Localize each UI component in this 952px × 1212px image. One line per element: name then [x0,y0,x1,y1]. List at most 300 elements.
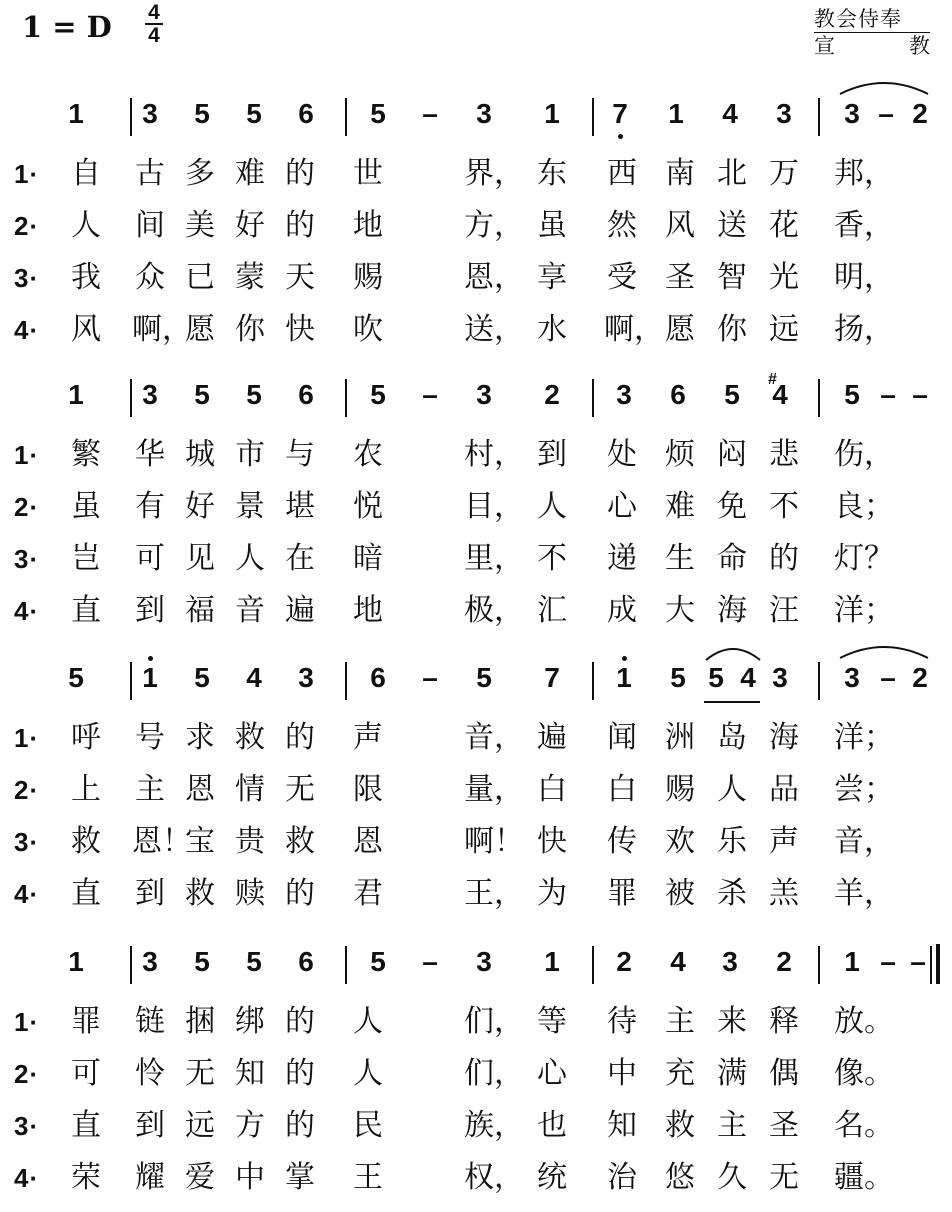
lyric-syllable: 村， [464,437,524,472]
lyric-syllable: 杀 [717,876,747,911]
key-signature: 1 = D [22,10,112,44]
note: 2 [616,946,632,977]
lyric-syllable: 号 [135,720,165,755]
lyric-syllable: 啊！ [464,824,524,859]
sharp-sign: # [768,371,777,388]
lyric-syllable: 洋； [834,720,894,755]
tie-arc [706,646,760,662]
lyric-syllable: 好 [235,208,265,243]
notation-line [0,942,952,994]
lyric-syllable: 传 [607,824,637,859]
lyric-syllable: 们， [464,1056,524,1091]
note: 3 [476,98,492,129]
note: 3 [722,946,738,977]
lyric-syllable: 欢 [665,824,695,859]
lyric-syllable: 的 [285,1004,315,1039]
score-system [0,371,952,645]
octave-dot-below [618,134,623,139]
lyric-syllable: 乐 [717,824,747,859]
lyric-syllable: 尝； [834,772,894,807]
note: 5 [194,946,210,977]
note: 5 [246,98,262,129]
lyric-syllable: 免 [717,489,747,524]
note: 3 [142,379,158,410]
lyric-syllable: 音 [235,593,265,628]
lyric-syllable: 万 [769,156,799,191]
lyric-syllable: 权， [464,1160,524,1195]
final-bar-thin [930,946,932,984]
lyric-syllable: 远 [769,312,799,347]
sustain-dash: – [422,98,438,129]
lyric-syllable: 众 [135,260,165,295]
bar-line [345,662,347,700]
lyric-syllable: 人 [717,772,747,807]
lyric-syllable: 送， [464,312,524,347]
lyric-syllable: 堪 [285,489,315,524]
lyric-syllable: 音， [464,720,524,755]
lyric-syllable: 量， [464,772,524,807]
lyric-syllable: 限 [353,772,383,807]
score-system [0,94,952,364]
verse-number: 3 · [14,260,38,296]
lyric-syllable: 良； [834,489,894,524]
note: 4 [740,662,756,693]
lyric-syllable: 像。 [834,1056,894,1091]
lyric-line [0,152,952,202]
lyric-line [0,308,952,358]
lyric-syllable: 界， [464,156,524,191]
lyric-syllable: 直 [71,593,101,628]
note: 3 [772,662,788,693]
lyric-syllable: 快 [537,824,567,859]
lyric-syllable: 的 [285,208,315,243]
lyric-syllable: 到 [135,593,165,628]
bar-line [592,662,594,700]
lyric-syllable: 待 [607,1004,637,1039]
lyric-syllable: 圣 [769,1108,799,1143]
note: 4 [722,98,738,129]
note: 5 [246,379,262,410]
credit-line-1: 教会侍奉 [814,6,930,33]
sustain-dash: – [912,379,928,410]
lyric-syllable: 风 [665,208,695,243]
lyric-syllable: 疆。 [834,1160,894,1195]
note: 3 [844,98,860,129]
lyric-syllable: 为 [537,876,567,911]
tie-arc [840,80,928,96]
lyric-syllable: 人 [71,208,101,243]
lyric-syllable: 人 [537,489,567,524]
time-signature [143,2,165,46]
note: 5 [68,662,84,693]
verse-number: 1 · [14,1004,38,1040]
octave-dot-above [148,656,153,661]
sustain-dash: – [880,946,896,977]
lyric-syllable: 恩 [353,824,383,859]
lyric-syllable: 恩， [464,260,524,295]
note: 3 [476,379,492,410]
bar-line [592,98,594,136]
lyric-syllable: 的 [285,1056,315,1091]
lyric-syllable: 怜 [135,1056,165,1091]
bar-line [345,946,347,984]
lyric-syllable: 伤， [834,437,894,472]
lyric-syllable: 我 [71,260,101,295]
lyric-syllable: 放。 [834,1004,894,1039]
bar-line [818,379,820,417]
lyric-syllable: 生 [665,541,695,576]
lyric-syllable: 灯？ [834,541,894,576]
lyric-syllable: 宝 [185,824,215,859]
note: 4 [246,662,262,693]
note: 3 [616,379,632,410]
lyric-syllable: 光 [769,260,799,295]
note: 1 [68,98,84,129]
lyric-syllable: 方， [464,208,524,243]
note: 1 [68,946,84,977]
lyric-syllable: 赎 [235,876,265,911]
lyric-syllable: 的 [285,1108,315,1143]
note: 3 [776,98,792,129]
lyric-syllable: 繁 [71,437,101,472]
lyric-syllable: 主 [665,1004,695,1039]
lyric-syllable: 悠 [665,1160,695,1195]
lyric-syllable: 大 [665,593,695,628]
bar-line [345,98,347,136]
lyric-syllable: 中 [607,1056,637,1091]
sustain-dash: – [880,379,896,410]
note: 5 [724,379,740,410]
lyric-syllable: 香， [834,208,894,243]
note: 5 [708,662,724,693]
time-signature-top: 4 [148,1,160,24]
note: 1 [544,98,560,129]
lyric-syllable: 直 [71,876,101,911]
notation-line [0,371,952,427]
bar-line [818,98,820,136]
lyric-syllable: 美 [185,208,215,243]
lyric-syllable: 绑 [235,1004,265,1039]
lyric-syllable: 知 [607,1108,637,1143]
lyric-syllable: 呼 [71,720,101,755]
note: 5 [194,98,210,129]
note: 6 [298,98,314,129]
lyric-syllable: 救 [71,824,101,859]
verse-number: 3 · [14,1108,38,1144]
lyric-syllable: 遍 [285,593,315,628]
note: 1 [68,379,84,410]
lyric-syllable: 水 [537,312,567,347]
lyric-syllable: 族， [464,1108,524,1143]
note: 5 [194,379,210,410]
lyric-syllable: 成 [607,593,637,628]
lyric-syllable: 王， [464,876,524,911]
lyric-syllable: 间 [135,208,165,243]
note: 6 [670,379,686,410]
verse-number: 2 · [14,489,38,525]
lyric-syllable: 极， [464,593,524,628]
lyric-syllable: 目， [464,489,524,524]
lyric-syllable: 的 [769,541,799,576]
lyric-syllable: 王 [353,1160,383,1195]
note: 5 [844,379,860,410]
verse-number: 4 · [14,1160,38,1196]
lyric-syllable: 掌 [285,1160,315,1195]
lyric-syllable: 名。 [834,1108,894,1143]
lyric-line [0,768,952,818]
lyric-line [0,820,952,870]
note: 2 [912,662,928,693]
lyric-syllable: 可 [71,1056,101,1091]
lyric-syllable: 贵 [235,824,265,859]
note: 1 [844,946,860,977]
lyric-syllable: 赐 [353,260,383,295]
note: 3 [142,98,158,129]
lyric-syllable: 声 [353,720,383,755]
lyric-syllable: 南 [665,156,695,191]
note: 5 [370,379,386,410]
note: 1 [142,662,158,693]
lyric-syllable: 捆 [185,1004,215,1039]
lyric-syllable: 海 [717,593,747,628]
notation-line [0,94,952,146]
lyric-syllable: 暗 [353,541,383,576]
lyric-syllable: 悲 [769,437,799,472]
lyric-syllable: 已 [185,260,215,295]
lyric-syllable: 等 [537,1004,567,1039]
note: 7 [612,98,628,129]
lyric-syllable: 扬， [834,312,894,347]
lyric-syllable: 快 [285,312,315,347]
lyric-syllable: 品 [769,772,799,807]
lyric-syllable: 满 [717,1056,747,1091]
bar-line [130,98,132,136]
note: 5 [670,662,686,693]
lyric-syllable: 荣 [71,1160,101,1195]
lyric-syllable: 与 [285,437,315,472]
lyric-syllable: 心 [537,1056,567,1091]
note: 6 [370,662,386,693]
lyric-syllable: 天 [285,260,315,295]
lyric-syllable: 不 [537,541,567,576]
lyric-syllable: 不 [769,489,799,524]
verse-number: 3 · [14,541,38,577]
lyric-syllable: 多 [185,156,215,191]
lyric-syllable: 的 [285,876,315,911]
lyric-syllable: 白 [607,772,637,807]
lyric-syllable: 悦 [353,489,383,524]
lyric-syllable: 岛 [717,720,747,755]
sustain-dash: – [422,379,438,410]
note: 5 [476,662,492,693]
note: 3 [844,662,860,693]
lyric-line [0,716,952,766]
lyric-syllable: 在 [285,541,315,576]
note: 4 [670,946,686,977]
lyric-syllable: 吹 [353,312,383,347]
verse-number: 4 · [14,312,38,348]
lyric-syllable: 到 [135,876,165,911]
lyric-syllable: 来 [717,1004,747,1039]
lyric-syllable: 久 [717,1160,747,1195]
lyric-syllable: 世 [353,156,383,191]
lyric-line [0,433,952,483]
lyric-syllable: 人 [353,1056,383,1091]
lyric-syllable: 爱 [185,1160,215,1195]
lyric-syllable: 你 [717,312,747,347]
note: 3 [476,946,492,977]
lyric-syllable: 见 [185,541,215,576]
verse-number: 1 · [14,720,38,756]
lyric-syllable: 地 [353,593,383,628]
lyric-syllable: 福 [185,593,215,628]
lyric-syllable: 送 [717,208,747,243]
lyric-syllable: 可 [135,541,165,576]
bar-line [130,662,132,700]
verse-number: 1 · [14,156,38,192]
lyric-syllable: 地 [353,208,383,243]
lyric-syllable: 享 [537,260,567,295]
note: 2 [776,946,792,977]
lyric-syllable: 有 [135,489,165,524]
lyric-syllable: 求 [185,720,215,755]
verse-number: 3 · [14,824,38,860]
lyric-syllable: 智 [717,260,747,295]
lyric-syllable: 洲 [665,720,695,755]
lyric-syllable: 充 [665,1056,695,1091]
lyric-line [0,485,952,535]
lyric-syllable: 风 [71,312,101,347]
note: 5 [246,946,262,977]
lyric-syllable: 主 [135,772,165,807]
lyric-syllable: 羊， [834,876,894,911]
lyric-syllable: 民 [353,1108,383,1143]
lyric-syllable: 链 [135,1004,165,1039]
lyric-syllable: 声 [769,824,799,859]
lyric-syllable: 白 [537,772,567,807]
lyric-syllable: 耀 [135,1160,165,1195]
lyric-syllable: 人 [235,541,265,576]
time-signature-bottom: 4 [148,24,160,47]
note: 7 [544,662,560,693]
lyric-syllable: 邦， [834,156,894,191]
lyric-syllable: 农 [353,437,383,472]
lyric-syllable: 蒙 [235,260,265,295]
note: 5 [370,98,386,129]
lyric-syllable: 好 [185,489,215,524]
lyric-syllable: 遍 [537,720,567,755]
lyric-syllable: 北 [717,156,747,191]
lyric-syllable: 到 [537,437,567,472]
lyric-syllable: 花 [769,208,799,243]
note: 1 [544,946,560,977]
lyric-syllable: 城 [185,437,215,472]
bar-line [592,379,594,417]
score-system [0,942,952,1212]
lyric-syllable: 情 [235,772,265,807]
lyric-syllable: 西 [607,156,637,191]
lyric-syllable: 处 [607,437,637,472]
lyric-syllable: 明， [834,260,894,295]
lyric-syllable: 难 [235,156,265,191]
sustain-dash: – [422,662,438,693]
lyric-syllable: 恩！ [132,824,192,859]
lyric-syllable: 里， [464,541,524,576]
tie-arc [840,644,928,660]
lyric-syllable: 海 [769,720,799,755]
lyric-syllable: 救 [185,876,215,911]
lyric-syllable: 罪 [607,876,637,911]
note: 3 [298,662,314,693]
bar-line [345,379,347,417]
lyric-syllable: 中 [235,1160,265,1195]
verse-number: 2 · [14,208,38,244]
lyric-syllable: 知 [235,1056,265,1091]
lyric-syllable: 们， [464,1004,524,1039]
bar-line [130,379,132,417]
sustain-dash: – [880,662,896,693]
lyric-syllable: 释 [769,1004,799,1039]
credit-line-2b: 教 [909,34,930,58]
lyric-syllable: 圣 [665,260,695,295]
lyric-syllable: 救 [285,824,315,859]
note: 2 [544,379,560,410]
lyric-syllable: 自 [71,156,101,191]
lyric-syllable: 无 [285,772,315,807]
bar-line [130,946,132,984]
lyric-syllable: 洋； [834,593,894,628]
lyric-syllable: 虽 [537,208,567,243]
lyric-syllable: 烦 [665,437,695,472]
lyric-line [0,537,952,587]
lyric-syllable: 恩 [185,772,215,807]
lyric-syllable: 到 [135,1108,165,1143]
lyric-line [0,1052,952,1102]
score-system [0,658,952,928]
lyric-syllable: 的 [285,156,315,191]
lyric-line [0,1000,952,1050]
final-bar-thick [936,944,940,984]
lyric-syllable: 啊， [132,312,192,347]
lyric-syllable: 东 [537,156,567,191]
lyric-syllable: 统 [537,1160,567,1195]
sustain-dash: – [422,946,438,977]
verse-number: 1 · [14,437,38,473]
octave-dot-above [622,656,627,661]
eighth-underline [704,701,760,703]
lyric-syllable: 治 [607,1160,637,1195]
lyric-syllable: 羔 [769,876,799,911]
credit-line-2 [814,33,930,59]
lyric-line [0,589,952,639]
note: 1 [668,98,684,129]
bar-line [818,946,820,984]
lyric-syllable: 华 [135,437,165,472]
lyric-syllable: 受 [607,260,637,295]
bar-line [592,946,594,984]
lyric-syllable: 罪 [71,1004,101,1039]
verse-number: 2 · [14,1056,38,1092]
lyric-syllable: 递 [607,541,637,576]
lyric-syllable: 的 [285,720,315,755]
lyric-syllable: 无 [185,1056,215,1091]
lyric-syllable: 人 [353,1004,383,1039]
note: 5 [194,662,210,693]
note: 5 [370,946,386,977]
lyric-line [0,1104,952,1154]
lyric-syllable: 虽 [71,489,101,524]
credit-line-2a: 宣 [814,34,835,58]
